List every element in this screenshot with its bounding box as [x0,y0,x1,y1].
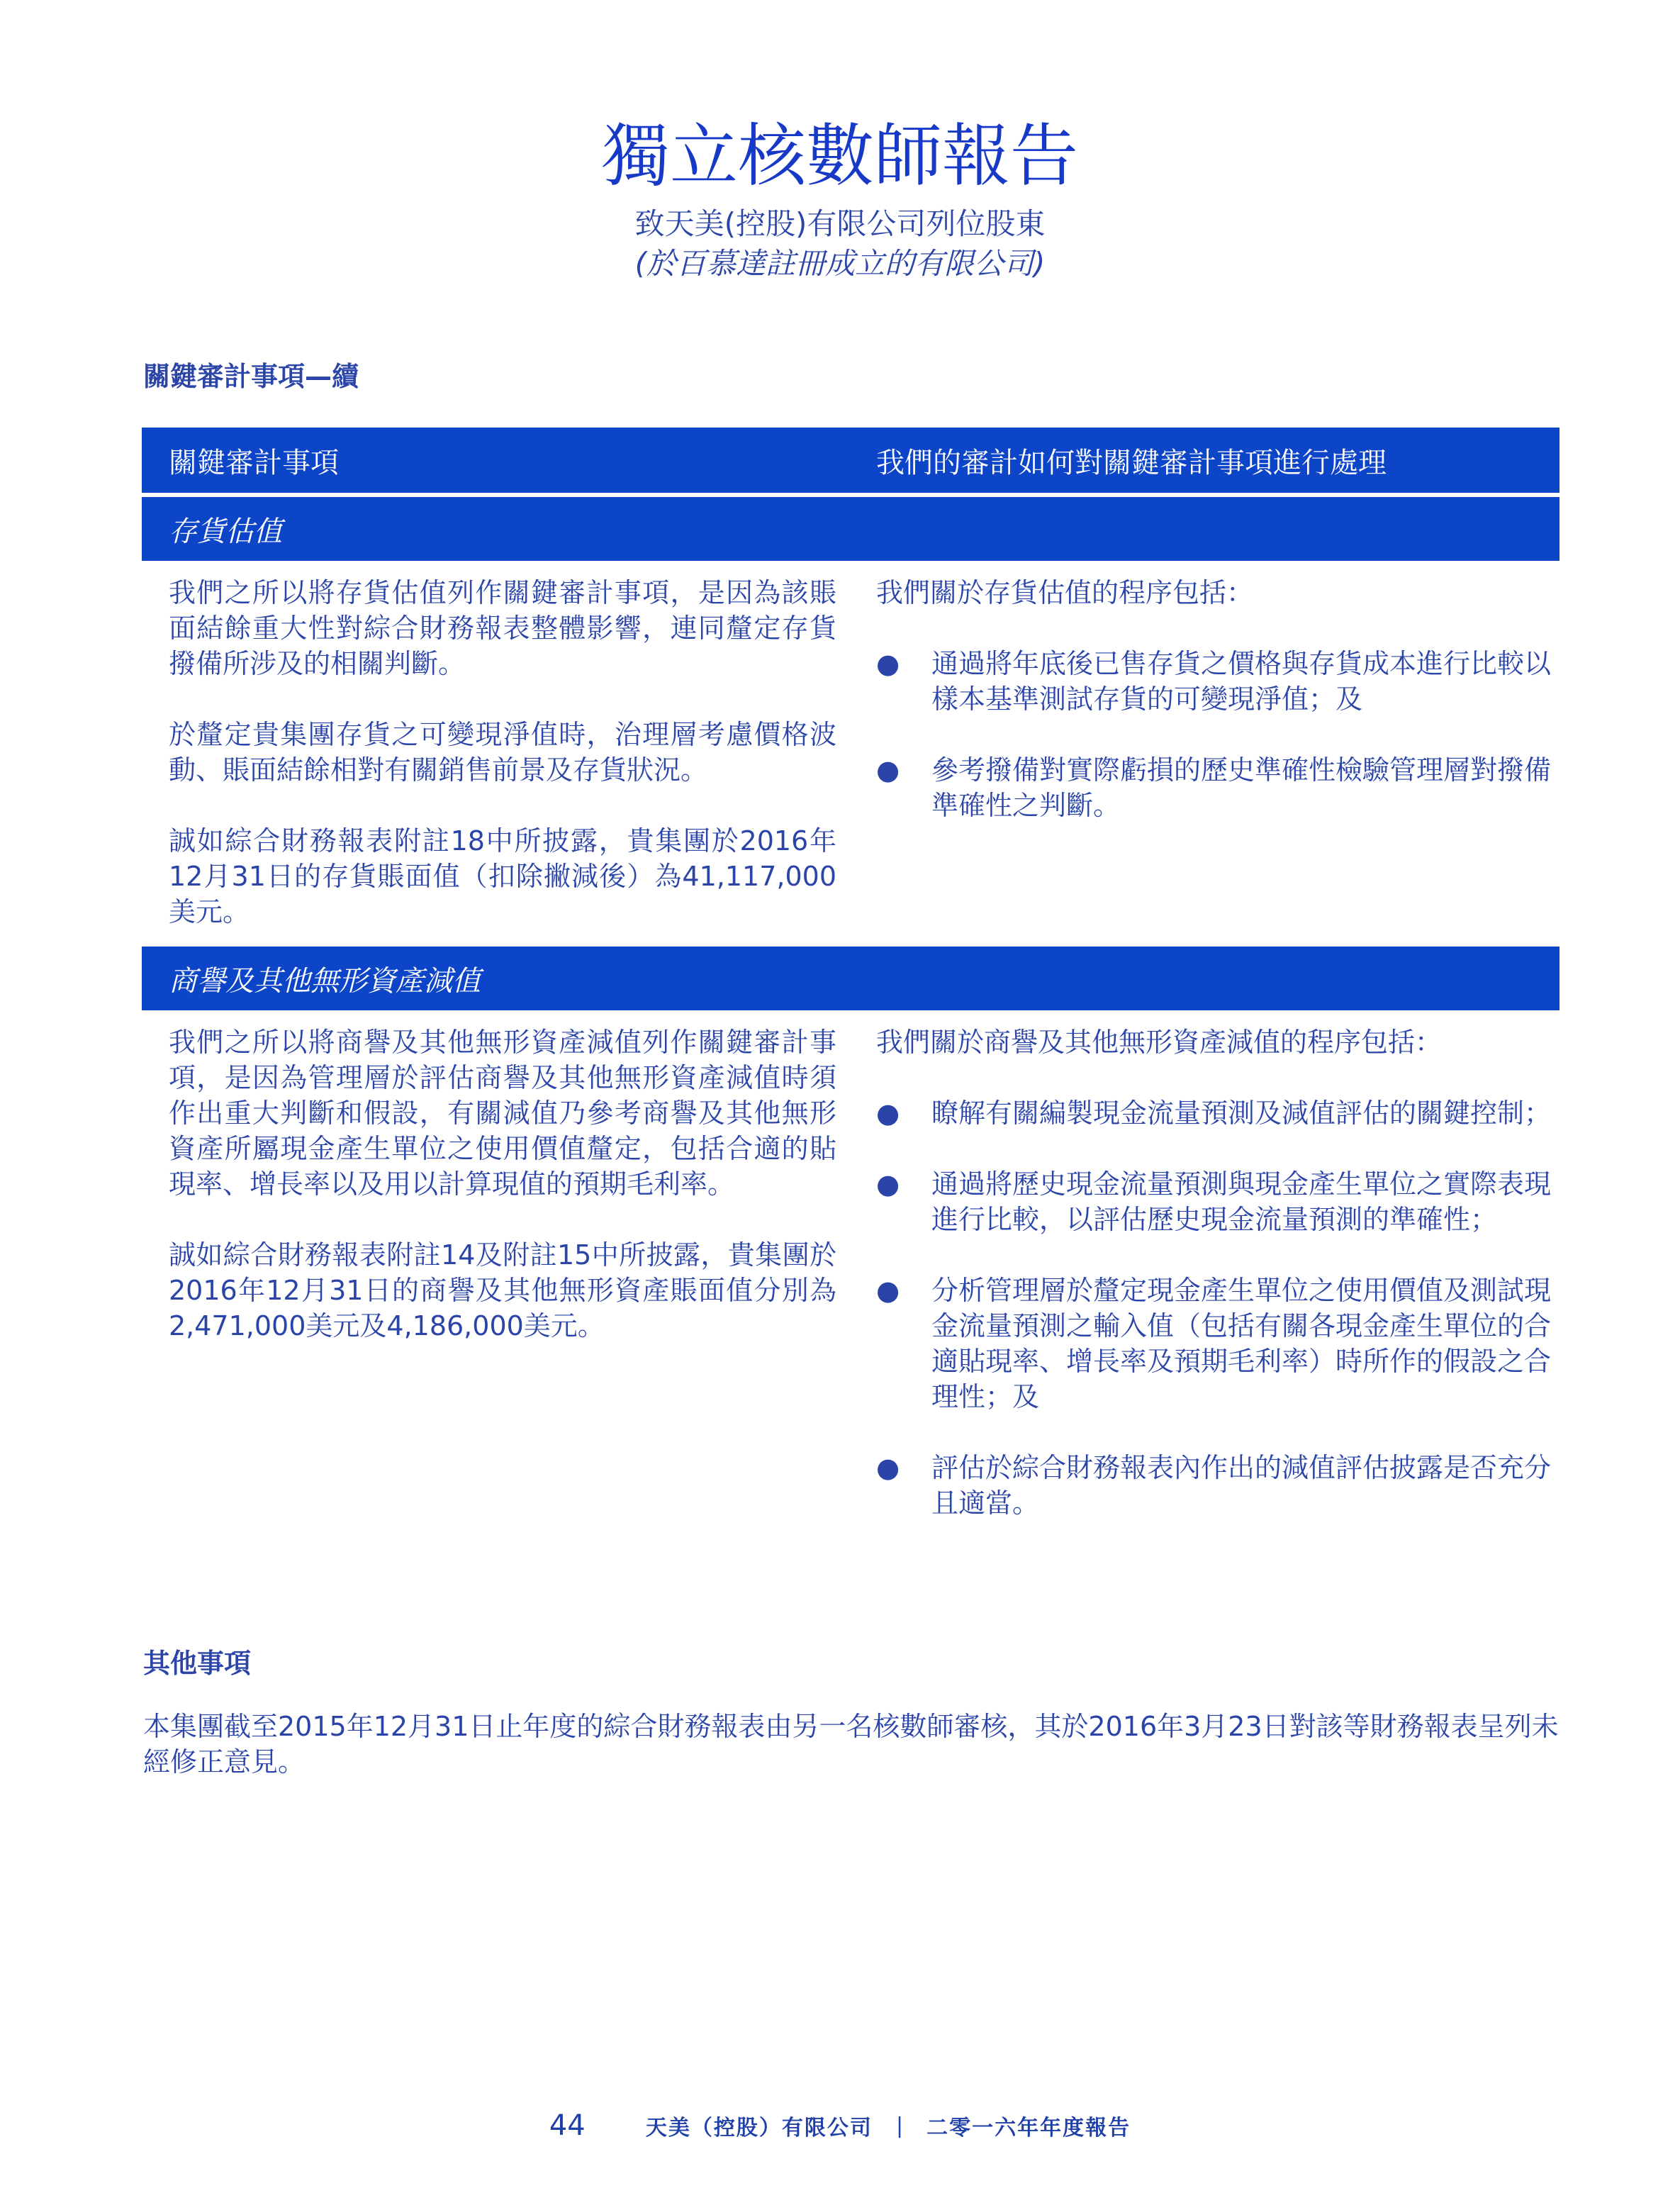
list-item [876,752,1559,823]
section-heading: 關鍵審計事項—續 [143,361,359,392]
list-item-text: 分析管理層於釐定現金產生單位之使用價值及測試現金流量預測之輸入值（包括有關各現金產生單位的合適貼現率、增長率及預期毛利率）時所作的假設之合理性；及 [931,1275,1552,1412]
category-bar-goodwill [142,947,1559,1010]
list-item [876,1166,1559,1237]
page-subnote: (於百慕達註冊成立的有限公司) [634,246,1046,281]
other-matters-body: 本集團截至2015年12月31日止年度的綜合財務報表由另一名核數師審核，其於2016年3月23日對該等財務報表呈列未經修正意見。 [143,1711,1559,1777]
list-item [876,1450,1559,1521]
footer-report-title: 二零一六年年度報告 [926,2116,1131,2140]
paragraph: 誠如綜合財務報表附註18中所披露，貴集團於2016年12月31日的存貨賬面值（扣除撇減後）為41,117,000美元。 [169,825,836,927]
page-header [0,113,1680,284]
bullet-icon: ● [876,1275,900,1306]
paragraph: 於釐定貴集團存貨之可變現淨值時，治理層考慮價格波動、賬面結餘相對有關銷售前景及存貨狀況。 [169,719,836,786]
bullet-icon: ● [876,1452,900,1483]
key-audit-matters-table [142,428,1559,1521]
paragraph: 我們之所以將存貨估值列作關鍵審計事項，是因為該賬面結餘重大性對綜合財務報表整體影響，連同釐定存貨撥備所涉及的相關判斷。 [169,577,836,679]
column-header-audit-response: 我們的審計如何對關鍵審計事項進行處理 [876,446,1387,479]
table-row [142,575,1559,930]
list-item-text: 參考撥備對實際虧損的歷史準確性檢驗管理層對撥備準確性之判斷。 [931,754,1552,821]
audit-response-cell [851,1025,1559,1521]
key-matter-cell [142,1025,851,1521]
other-matters-heading: 其他事項 [143,1648,252,1679]
audit-response-cell [851,575,1559,930]
key-matter-cell [142,575,851,930]
paragraph: 我們之所以將商譽及其他無形資產減值列作關鍵審計事項，是因為管理層於評估商譽及其他無形資產減值時須作出重大判斷和假設，有關減值乃參考商譽及其他無形資產所屬現金產生單位之使用價值釐定，包括合適的貼現率、增長率以及用以計算現值的預期毛利率。 [169,1027,836,1200]
table-row [142,1025,1559,1521]
list-item [876,1095,1559,1131]
footer-company: 天美（控股）有限公司 [645,2116,873,2140]
list-item-text: 評估於綜合財務報表內作出的減值評估披露是否充分且適當。 [931,1452,1552,1519]
list-item [876,1273,1559,1414]
list-item [876,646,1559,717]
category-bar-inventory [142,497,1559,561]
page-number: 44 [549,2109,586,2142]
page-subtitle: 致天美(控股)有限公司列位股東 [634,206,1046,241]
paragraph: 誠如綜合財務報表附註14及附註15中所披露，貴集團於2016年12月31日的商譽及其他無形資產賬面值分別為2,471,000美元及4,186,000美元。 [169,1239,836,1341]
procedures-intro: 我們關於商譽及其他無形資產減值的程序包括： [876,1027,1443,1058]
bullet-icon: ● [876,648,900,679]
bullet-icon: ● [876,754,900,786]
category-title: 存貨估值 [169,515,282,548]
page-title: 獨立核數師報告 [602,116,1078,196]
list-item-text: 瞭解有關編製現金流量預測及減值評估的關鍵控制； [931,1098,1552,1129]
procedures-intro: 我們關於存貨估值的程序包括： [876,577,1254,608]
list-item-text: 通過將歷史現金流量預測與現金產生單位之實際表現進行比較，以評估歷史現金流量預測的準確性； [931,1168,1552,1235]
category-title: 商譽及其他無形資產減值 [169,964,481,998]
page-footer [0,2109,1680,2142]
table-header [142,428,1559,493]
footer-separator: | [895,2113,904,2138]
bullet-icon: ● [876,1098,900,1129]
list-item-text: 通過將年底後已售存貨之價格與存貨成本進行比較以樣本基準測試存貨的可變現淨值；及 [931,648,1552,715]
column-header-key-matter: 關鍵審計事項 [169,446,339,479]
bullet-icon: ● [876,1168,900,1200]
